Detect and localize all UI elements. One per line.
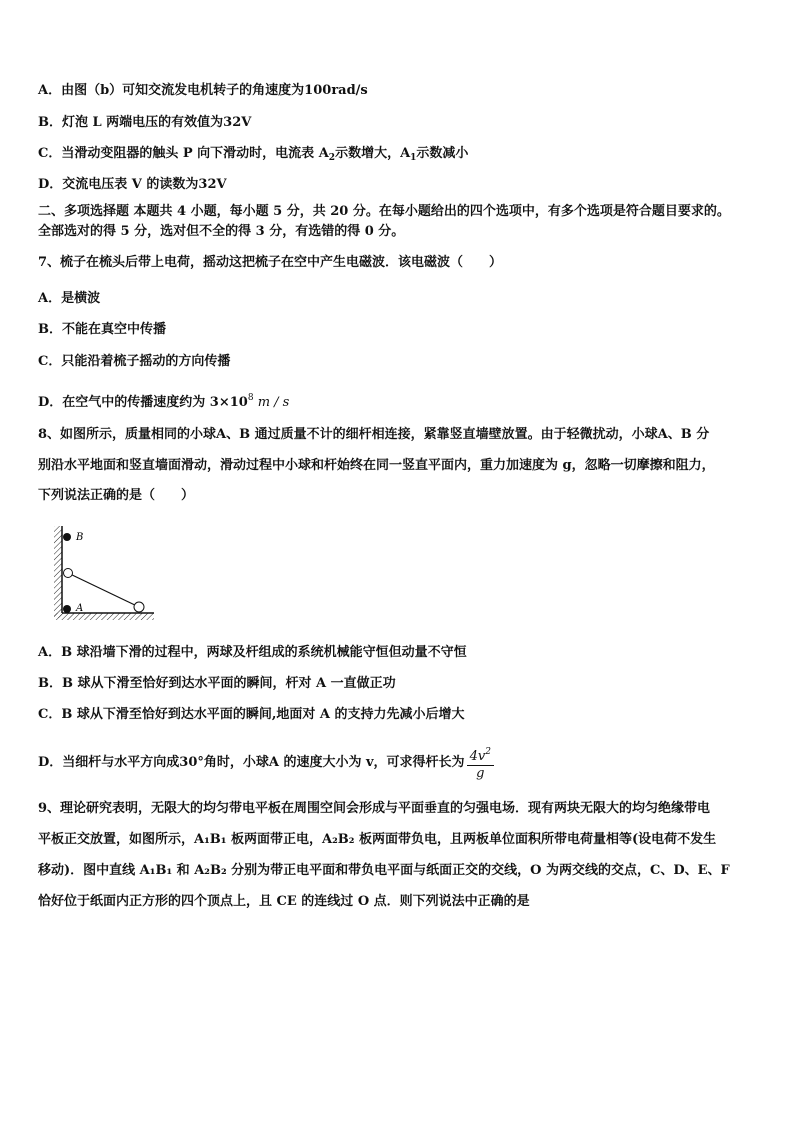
rod-length-fraction (467, 744, 494, 782)
q7-option-d-exponent: 8 (247, 393, 254, 403)
ball-b-initial (63, 533, 71, 541)
q6-option-c (38, 145, 468, 167)
q9-stem-line-2: 平板正交放置，如图所示，A₁B₁ 板两面带正电，A₂B₂ 板两面带负电，且两板单位面积所带电荷量相等(设电荷不发生 (38, 832, 717, 847)
q8-stem-line-2: 别沿水平地面和竖直墙面滑动，滑动过程中小球和杆始终在同一竖直平面内，重力加速度为 g，忽略一切摩擦和阻力， (38, 458, 715, 473)
ball-b (64, 569, 73, 578)
q7-option-c: C．只能沿着梳子摇动的方向传播 (38, 354, 231, 369)
q7-option-d (38, 389, 289, 412)
q6-option-c-sub-2: 1 (410, 153, 417, 163)
q8-option-d (38, 743, 494, 783)
q6-option-c-text-1: C．当滑动变阻器的触头 P 向下滑动时，电流表 A (38, 146, 329, 161)
fraction-numerator (467, 744, 494, 766)
label-a: A (76, 603, 84, 614)
q7-option-d-text: D．在空气中的传播速度约为 3×10 (38, 395, 248, 410)
q6-option-d: D．交流电压表 V 的读数为32V (38, 177, 227, 192)
floor-hatch (54, 613, 154, 620)
q6-option-b: B．灯泡 L 两端电压的有效值为32V (38, 115, 252, 130)
fraction-denominator: g (476, 765, 485, 781)
q8-figure-wall-rod-balls (52, 522, 162, 622)
q6-option-c-text-2: 示数增大，A (335, 146, 411, 161)
q8-option-a: A．B 球沿墙下滑的过程中，两球及杆组成的系统机械能守恒但动量不守恒 (38, 645, 467, 660)
section-2-line-1: 二、多项选择题 本题共 4 小题，每小题 5 分，共 20 分。在每小题给出的四个选项中，有多个选项是符合题目要求的。 (38, 204, 730, 219)
q7-option-a: A．是横波 (38, 291, 101, 306)
ball-a-initial (63, 605, 71, 613)
q9-stem-line-1: 9、理论研究表明，无限大的均匀带电平板在周围空间会形成与平面垂直的匀强电场．现有两块无限大的均匀绝缘带电 (38, 801, 711, 816)
ball-a (134, 602, 144, 612)
q7-stem: 7、梳子在梳头后带上电荷，摇动这把梳子在空中产生电磁波．该电磁波（ ） (38, 255, 503, 270)
numerator-exponent: 2 (485, 746, 491, 757)
q8-option-b: B．B 球从下滑至恰好到达水平面的瞬间，杆对 A 一直做正功 (38, 676, 396, 691)
rod (68, 573, 139, 607)
q7-option-d-unit: m / s (253, 395, 290, 410)
q9-stem-line-4: 恰好位于纸面内正方形的四个顶点上，且 CE 的连线过 O 点．则下列说法中正确的是 (38, 894, 530, 909)
q6-option-c-text-3: 示数减小 (416, 146, 469, 161)
label-b: B (76, 532, 84, 543)
wall-hatch (54, 526, 62, 618)
q7-option-b: B．不能在真空中传播 (38, 322, 166, 337)
q6-option-c-sub-1: 2 (328, 153, 336, 163)
q8-option-c: C．B 球从下滑至恰好到达水平面的瞬间,地面对 A 的支持力先减小后增大 (38, 707, 465, 722)
q8-stem-line-3: 下列说法正确的是（ ） (38, 488, 195, 503)
q8-stem-line-1: 8、如图所示，质量相同的小球A、B 通过质量不计的细杆相连接，紧靠竖直墙壁放置。由于轻微扰动，小球A、B 分 (38, 427, 710, 442)
q8-option-d-text: D．当细杆与水平方向成30°角时，小球A 的速度大小为 v，可求得杆长为 (38, 755, 465, 770)
q9-stem-line-3: 移动)．图中直线 A₁B₁ 和 A₂B₂ 分别为带正电平面和带负电平面与纸面正交的交线，O 为两交线的交点，C、D、E、F (38, 863, 730, 878)
section-2-line-2: 全部选对的得 5 分，选对但不全的得 3 分，有选错的得 0 分。 (38, 224, 405, 239)
numerator-base: 4v (469, 748, 486, 764)
q6-option-a: A．由图（b）可知交流发电机转子的角速度为100rad/s (38, 83, 368, 98)
